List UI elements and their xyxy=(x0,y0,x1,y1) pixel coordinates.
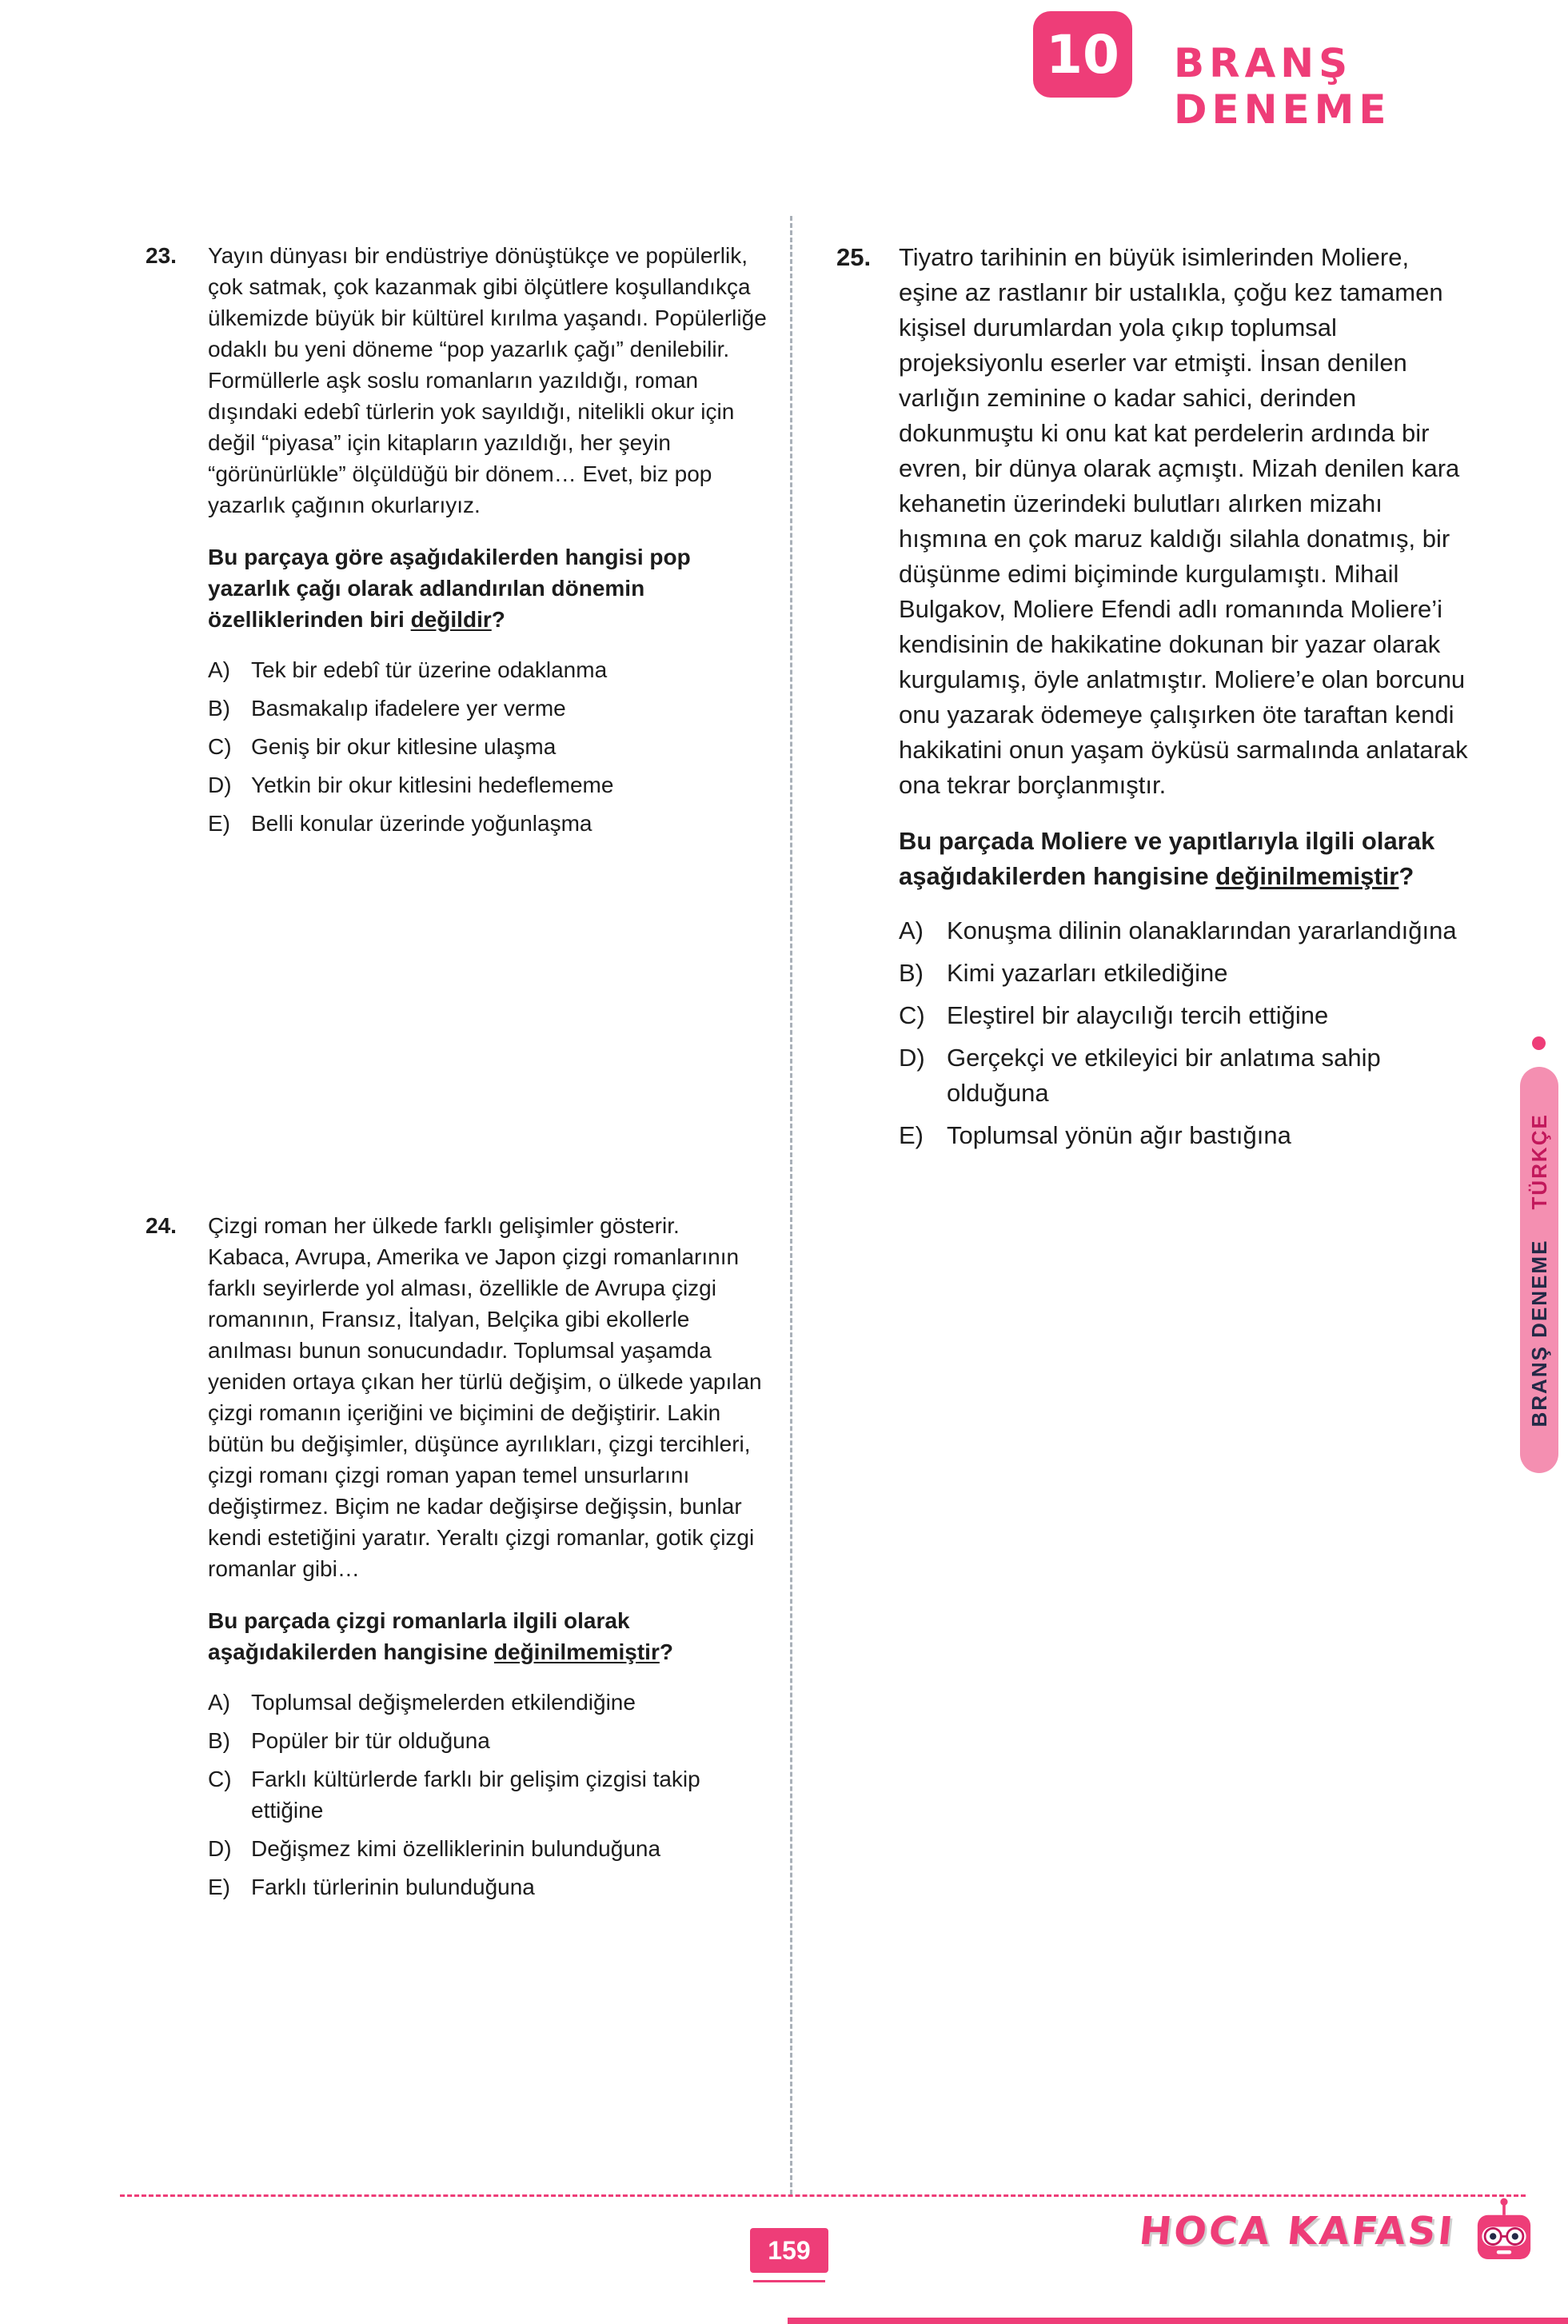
question-23 xyxy=(146,240,768,846)
option-text: Kimi yazarları etkilediğine xyxy=(947,959,1228,987)
option-text: Popüler bir tür olduğuna xyxy=(251,1728,490,1753)
option-text: Basmakalıp ifadelere yer verme xyxy=(251,696,566,721)
page-number: 159 xyxy=(768,2235,811,2265)
option-label: A) xyxy=(899,916,924,944)
side-tab-dot xyxy=(1532,1036,1546,1050)
options-list xyxy=(208,654,768,839)
stem-lead: Bu parçada çizgi romanlarla ilgili olarak aşağıdakilerden hangisine xyxy=(208,1608,630,1664)
option-label: B) xyxy=(208,696,230,721)
stem-question-mark: ? xyxy=(1398,862,1414,890)
option-b xyxy=(899,956,1468,991)
option-a xyxy=(208,654,768,685)
subject-side-tab xyxy=(1520,1067,1558,1473)
option-d xyxy=(899,1040,1468,1111)
option-text: Konuşma dilinin olanaklarından yararlandığına xyxy=(947,916,1457,944)
question-body xyxy=(208,1210,768,1910)
option-c xyxy=(899,998,1468,1033)
option-label: E) xyxy=(899,1121,924,1149)
option-text: Geniş bir okur kitlesine ulaşma xyxy=(251,734,557,759)
stem-lead: Bu parçada Moliere ve yapıtlarıyla ilgili olarak aşağıdakilerden hangisine xyxy=(899,827,1435,890)
stem-keyword: değinilmemiştir xyxy=(1215,862,1399,890)
option-label: D) xyxy=(208,773,232,797)
side-tab-subject-label: TÜRKÇE xyxy=(1526,1112,1551,1210)
option-label: E) xyxy=(208,1875,230,1899)
question-passage: Tiyatro tarihinin en büyük isimlerinden Moliere, eşine az rastlanır bir ustalıkla, çoğu kez tamamen kişisel durumlardan yola çıkıp toplumsal projeksiyonlu eserler var etmişti. İnsan denilen varlığın zeminine o kadar sahici, derinden dokunmuştu ki onu kat kat perdelerin ardında bir evren, bir dünya olarak açmıştı. Mizah denilen kara kehanetin üzerindeki bulutları alırken mizahı hışmına en çok maruz kaldığı silahla donatmış, bir düşünme edimi biçiminde kurgulamıştı. Mihail Bulgakov, Moliere Efendi adlı romanında Moliere’i kendisinin de hakikatine dokunan bir yazar olarak kurgulamış, öyle anlatmıştır. Moliere’e olan borcunu onu yazarak ödemeye çalışırken öte taraftan kendi hakikatini onun yaşam öyküsü sarmalında anlatarak ona tekrar borçlanmıştır. xyxy=(899,243,1468,799)
option-d xyxy=(208,1833,768,1864)
hoca-kafasi-mascot-icon xyxy=(1467,2194,1541,2268)
option-label: B) xyxy=(208,1728,230,1753)
option-label: B) xyxy=(899,959,924,987)
option-label: D) xyxy=(208,1836,232,1861)
test-number-badge xyxy=(1033,11,1132,98)
publisher-brand xyxy=(1136,2194,1541,2268)
right-column xyxy=(836,240,1468,1160)
question-passage: Çizgi roman her ülkede farklı gelişimler gösterir. Kabaca, Avrupa, Amerika ve Japon çizgi romanlarının farklı seyirlerde yol alması, özellikle de Avrupa çizgi romanının, Fransız, İtalyan, Belçika gibi ekollerle anılması bunun sonucundadır. Toplumsal yaşamda yeniden ortaya çıkan her türlü değişim, o ülkede yapılan çizgi romanın içeriğini ve biçimini de değiştirir. Lakin bütün bu değişimler, düşünce ayrılıkları, çizgi tercihleri, çizgi romanı çizgi roman yapan temel unsurlarını değiştirmez. Biçim ne kadar değişirse değişsin, bunlar kendi estetiğini yaratır. Yeraltı çizgi romanlar, gotik çizgi romanlar gibi… xyxy=(208,1213,762,1581)
option-label: A) xyxy=(208,657,230,682)
question-stem xyxy=(208,541,768,635)
option-text: Farklı türlerinin bulunduğuna xyxy=(251,1875,535,1899)
option-d xyxy=(208,769,768,801)
page-number-badge xyxy=(750,2228,828,2273)
test-number: 10 xyxy=(1046,23,1119,86)
stem-keyword: değinilmemiştir xyxy=(493,1639,660,1664)
stem-lead: Bu parçaya göre aşağıdakilerden hangisi pop yazarlık çağı olarak adlandırılan dönemin özelliklerinden biri xyxy=(208,545,691,632)
bottom-edge-strip xyxy=(788,2318,1568,2324)
option-label: E) xyxy=(208,811,230,836)
question-passage: Yayın dünyası bir endüstriye dönüştükçe ve popülerlik, çok satmak, çok kazanmak gibi ölçütlere koşullandıkça ülkemizde büyük bir kültürel kırılma yaşandı. Popülerliğe odaklı bu yeni döneme “pop yazarlık çağı” denilebilir. Formüllerle aşk soslu romanların yazıldığı, roman dışındaki edebî türlerin yok sayıldığı, nitelikli okur için değil “piyasa” için kitapların yazıldığı, her şeyin “görünürlükle” ölçüldüğü bir dönem… Evet, biz pop yazarlık çağının okurlarıyız. xyxy=(208,243,767,517)
option-label: C) xyxy=(899,1001,925,1029)
option-b xyxy=(208,693,768,724)
options-list xyxy=(208,1687,768,1903)
option-text: Gerçekçi ve etkileyici bir anlatıma sahip olduğuna xyxy=(947,1044,1381,1107)
options-list xyxy=(899,913,1468,1153)
question-number: 24. xyxy=(146,1213,177,1238)
option-text: Tek bir edebî tür üzerine odaklanma xyxy=(251,657,608,682)
option-b xyxy=(208,1725,768,1756)
stem-keyword: değildir xyxy=(410,607,492,632)
brand-wordmark: HOCA KAFASI xyxy=(1136,2209,1457,2254)
option-label: D) xyxy=(899,1044,925,1072)
option-e xyxy=(899,1118,1468,1153)
question-stem xyxy=(899,824,1468,894)
side-tab-text xyxy=(1527,1113,1552,1428)
question-24 xyxy=(146,1210,768,1910)
question-body xyxy=(899,240,1468,1160)
option-text: Farklı kültürlerde farklı bir gelişim çizgisi takip ettiğine xyxy=(251,1767,700,1823)
option-text: Yetkin bir okur kitlesini hedeflememe xyxy=(251,773,614,797)
option-text: Toplumsal yönün ağır bastığına xyxy=(947,1121,1291,1149)
option-e xyxy=(208,1871,768,1903)
stem-question-mark: ? xyxy=(491,607,505,632)
question-stem xyxy=(208,1605,768,1667)
left-column xyxy=(146,240,768,1910)
option-text: Değişmez kimi özelliklerinin bulunduğuna xyxy=(251,1836,661,1861)
question-number: 23. xyxy=(146,243,177,268)
option-label: C) xyxy=(208,1767,232,1791)
option-label: A) xyxy=(208,1690,230,1715)
option-text: Toplumsal değişmelerden etkilendiğine xyxy=(251,1690,636,1715)
option-a xyxy=(899,913,1468,948)
question-body xyxy=(208,240,768,846)
option-e xyxy=(208,808,768,839)
option-text: Belli konular üzerinde yoğunlaşma xyxy=(251,811,592,836)
question-25 xyxy=(836,240,1468,1160)
column-divider xyxy=(790,216,792,2194)
side-tab-series-label: BRANŞ DENEME xyxy=(1526,1239,1551,1428)
option-c xyxy=(208,731,768,762)
series-title: BRANŞ DENEME xyxy=(1174,40,1391,133)
option-a xyxy=(208,1687,768,1718)
option-label: C) xyxy=(208,734,232,759)
option-c xyxy=(208,1763,768,1826)
question-number: 25. xyxy=(836,243,872,271)
stem-question-mark: ? xyxy=(659,1639,673,1664)
option-text: Eleştirel bir alaycılığı tercih ettiğine xyxy=(947,1001,1329,1029)
